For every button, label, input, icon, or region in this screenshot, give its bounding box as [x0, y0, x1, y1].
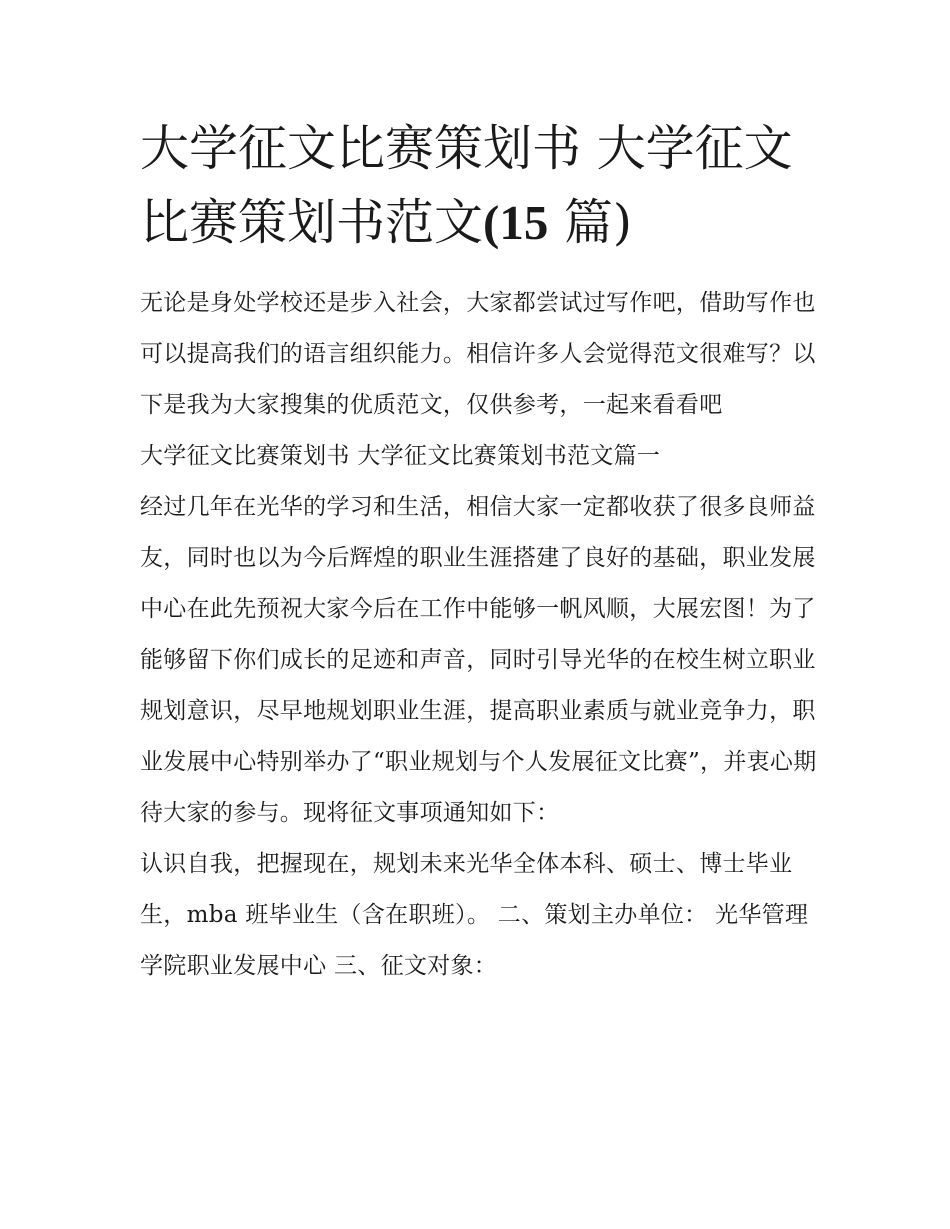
document-page — [140, 112, 820, 992]
body-paragraph: 经过几年在光华的学习和生活，相信大家一定都收获了很多良师益友，同时也以为今后辉煌的职业生涯搭建了良好的基础，职业发展中心在此先预祝大家今后在工作中能够一帆风顺，大展宏图！为了能够留下你们成长的足迹和声音，同时引导光华的在校生树立职业规划意识，尽早地规划职业生涯，提高职业素质与就业竞争力，职业发展中心特别举办了“职业规划与个人发展征文比赛”，并衷心期待大家的参与。现将征文事项通知如下： — [140, 494, 817, 826]
title-count: (15 — [483, 195, 549, 250]
intro-paragraph: 无论是身处学校还是步入社会，大家都尝试过写作吧，借助写作也可以提高我们的语言组织能力。相信许多人会觉得范文很难写？以下是我为大家搜集的优质范文，仅供参考，一起来看看吧 — [140, 290, 816, 418]
body-paragraph: 认识自我，把握现在，规划未来光华全体本科、硕士、博士毕业生，mba 班毕业生（含在职班）。 二、策划主办单位： 光华管理学院职业发展中心 三、征文对象： — [140, 851, 809, 979]
title-suffix: 篇) — [548, 194, 633, 251]
document-title — [140, 112, 820, 260]
title-text: 大学征文比赛策划书 大学征文比赛策划书范文 — [140, 120, 793, 251]
section-heading: 大学征文比赛策划书 大学征文比赛策划书范文篇一 — [140, 443, 661, 469]
